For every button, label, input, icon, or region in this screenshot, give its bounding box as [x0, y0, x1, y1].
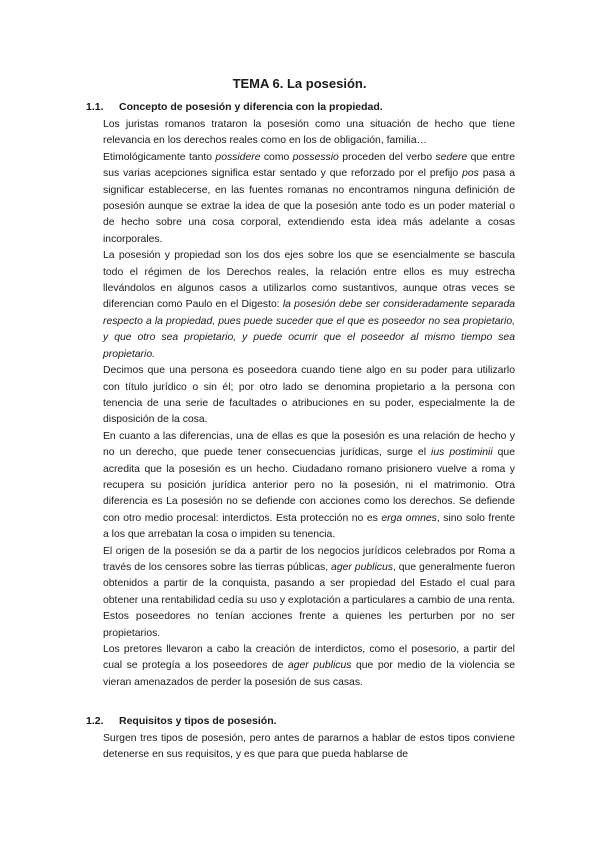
text-run: pasa a significar establecerse, en las fuentes romanas no encontramos ninguna definición de posesión aunque se extrae la idea de que la posesión ante todo es un poder material o de hecho sobre una cosa corporal, extendiendo esta idea más adelante a cosas incorporales. — [103, 168, 515, 245]
paragraph: Los juristas romanos trataron la posesión como una situación de hecho que tiene relevancia en los derechos reales como en los de obligación, familia… — [103, 119, 515, 147]
section-title: Requisitos y tipos de posesión. — [119, 715, 277, 727]
text-run: La posesión y propiedad son los dos ejes sobre los que se esencialmente se bascula todo el régimen de los Derechos reales, la relación entre ellos es muy estrecha llevándolos en algunos casos a utilizarlos como sustantivos, aunque otras veces se diferencian como Paulo en el Digesto: — [103, 250, 515, 311]
paragraph — [103, 248, 515, 363]
text-run: El origen de la posesión se da a partir de los negocios jurídicos celebrados por Roma a través de los censores sobre las tierras públicas, — [103, 545, 515, 573]
paragraph — [103, 150, 515, 248]
text-run: , sino solo frente a los que arrebatan la cosa o impiden su tenencia. — [103, 512, 516, 541]
latin-term: sedere — [435, 151, 468, 163]
latin-term: possidere — [215, 151, 261, 163]
latin-term: possessio — [292, 151, 339, 163]
paragraph — [103, 544, 515, 642]
latin-term: ius postiminii — [431, 447, 493, 459]
text-run: como — [260, 151, 293, 163]
text-run: que entre sus varias acepciones significa estar sentado y que reforzado por el prefijo — [103, 151, 516, 180]
section-heading-2 — [86, 715, 277, 727]
section-heading-1 — [86, 101, 383, 113]
section-body-2 — [103, 731, 515, 764]
page-title: TEMA 6. La posesión. — [232, 76, 367, 91]
section-number: 1.2. — [86, 715, 104, 727]
text-run: que acredita que la posesión es un hecho. Ciudadano romano prisionero vuelve a roma y recupera su posición jurídica anterior pero no la posesión, ni el matrimonio. Otra diferencia es La posesión no se defiende con acciones como los derechos. Se defiende con otro medio procesal: interdictos. Esta protección no es — [103, 447, 515, 524]
section-title: Concepto de posesión y diferencia con la propiedad. — [119, 101, 383, 113]
paragraph — [103, 429, 515, 544]
paragraph: Surgen tres tipos de posesión, pero antes de pararnos a hablar de estos tipos conviene detenerse en sus requisitos, y es que para que pueda hablarse de — [103, 733, 515, 761]
latin-term: ager publicus — [331, 561, 393, 573]
text-run: , que generalmente fueron obtenidos a partir de la conquista, pasando a ser propiedad del Estado el cual para obtener una rentabilidad cedía su uso y explotación a particulares a cambio de una renta. Estos poseedores no tenían acciones frente a quienes les perturben por no ser propietarios. — [103, 561, 515, 639]
section-body-1 — [103, 117, 515, 691]
latin-term: ager publicus — [287, 660, 352, 672]
text-run: Etimológicamente tanto — [103, 151, 216, 163]
text-run: proceden del verbo — [338, 151, 436, 163]
latin-term: pos — [462, 168, 479, 180]
text-run: En cuanto a las diferencias, una de ellas es que la posesión es una relación de hecho y no un derecho, que puede tener consecuencias jurídicas, surge el — [103, 430, 515, 459]
latin-term: erga omnes — [381, 512, 437, 524]
paragraph: Decimos que una persona es poseedora cuando tiene algo en su poder para utilizarlo con título jurídico o sin él; por otro lado se denomina propietario a la persona con tenencia de una serie de facultades o atribuciones en su poder, especialmente la de disposición de la cosa. — [103, 365, 515, 426]
paragraph — [103, 642, 515, 691]
section-number: 1.1. — [86, 101, 104, 113]
text-run: Los pretores llevaron a cabo la creación de interdictos, como el posesorio, a partir del cual se protegía a los poseedores de — [103, 644, 515, 672]
digest-quote: la posesión debe ser consideradamente separada respecto a la propiedad, pues puede suceder que el que es poseedor no sea propietario, y que otro sea propietario, y puede ocurrir que el poseedor al mismo tiempo sea propietario. — [103, 299, 515, 360]
text-run: que por medio de la violencia se vieran amenazados de perder la posesión de sus casas. — [103, 660, 516, 688]
